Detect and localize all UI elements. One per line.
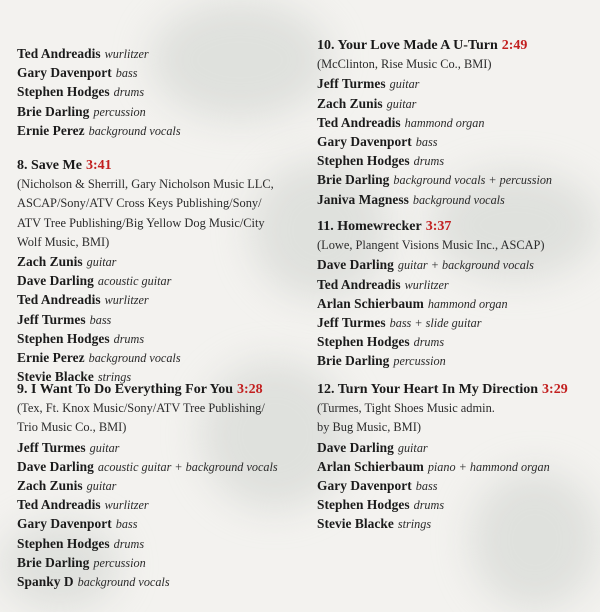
musician-name: Ernie Perez: [17, 122, 85, 138]
instrument: guitar: [86, 254, 117, 269]
musician-name: Brie Darling: [317, 353, 390, 369]
musician-name: Ted Andreadis: [17, 497, 101, 513]
instrument: background vocals: [77, 574, 170, 589]
credit-line: [317, 514, 595, 533]
musician-name: Jeff Turmes: [317, 76, 386, 92]
musician-name: Gary Davenport: [17, 65, 112, 81]
track-heading: [317, 36, 595, 55]
track-heading: [317, 380, 595, 399]
musician-name: Gary Davenport: [317, 133, 412, 149]
credit-line: [17, 63, 302, 82]
instrument: bass: [415, 134, 438, 149]
instrument: guitar: [389, 77, 420, 92]
musician-name: Ted Andreadis: [17, 292, 101, 308]
musician-name: Stephen Hodges: [17, 535, 110, 551]
instrument: guitar: [86, 478, 117, 493]
instrument: background vocals + percussion: [393, 173, 553, 188]
instrument: guitar + background vocals: [397, 258, 534, 273]
musician-name: Dave Darling: [17, 458, 94, 474]
track-heading: [317, 217, 595, 236]
musician-name: Brie Darling: [17, 554, 90, 570]
instrument: drums: [413, 335, 445, 350]
instrument: percussion: [93, 555, 146, 570]
track-duration: 3:41: [85, 158, 112, 173]
track-number: 9.: [17, 382, 28, 397]
musician-name: Stephen Hodges: [317, 153, 410, 169]
track-11-block: [317, 217, 595, 371]
credit-line: [17, 82, 302, 101]
instrument: hammond organ: [427, 296, 508, 311]
musician-name: Stephen Hodges: [317, 334, 410, 350]
credit-line: [317, 190, 595, 209]
instrument: drums: [113, 331, 145, 346]
instrument: background vocals: [412, 192, 505, 207]
musician-name: Gary Davenport: [317, 477, 412, 493]
musician-name: Spanky D: [17, 573, 74, 589]
musician-name: Zach Zunis: [17, 477, 83, 493]
musician-name: Zach Zunis: [17, 253, 83, 269]
instrument: wurlitzer: [104, 293, 149, 308]
track-duration: 3:29: [542, 382, 568, 397]
musician-name: Arlan Schierbaum: [317, 458, 424, 474]
musician-name: Jeff Turmes: [17, 439, 86, 455]
track-duration: 2:49: [501, 38, 528, 53]
instrument: drums: [413, 498, 445, 513]
publishing-line: (Nicholson & Sherrill, Gary Nicholson Music LLC,: [17, 177, 274, 192]
credit-line: [317, 351, 595, 370]
musician-name: Stephen Hodges: [17, 330, 110, 346]
credit-line: [317, 457, 595, 476]
track-title: Turn Your Heart In My Direction: [337, 382, 539, 397]
instrument: drums: [113, 536, 145, 551]
credit-line: [17, 329, 302, 348]
track-number: 12.: [317, 382, 335, 397]
credit-line: [17, 121, 302, 140]
musician-name: Janiva Magness: [317, 191, 409, 207]
musician-name: Stevie Blacke: [317, 516, 394, 532]
credit-line: [17, 476, 302, 495]
track-title: I Want To Do Everything For You: [31, 382, 234, 397]
musician-name: Arlan Schierbaum: [317, 295, 424, 311]
musician-name: Jeff Turmes: [17, 311, 86, 327]
credit-line: [317, 294, 595, 313]
instrument: wurlitzer: [104, 498, 149, 513]
track-number: 11.: [317, 219, 334, 234]
instrument: background vocals: [88, 350, 181, 365]
credit-line: [17, 290, 302, 309]
credit-line: [17, 495, 302, 514]
musician-name: Ted Andreadis: [17, 46, 101, 61]
instrument: strings: [97, 370, 132, 385]
instrument: background vocals: [88, 123, 181, 138]
instrument: strings: [397, 517, 432, 532]
track-heading: [17, 156, 302, 175]
instrument: acoustic guitar + background vocals: [97, 459, 278, 474]
instrument: hammond organ: [404, 115, 485, 130]
instrument: percussion: [393, 354, 446, 369]
credit-line: [17, 553, 302, 572]
musician-name: Ted Andreadis: [317, 276, 401, 292]
instrument: drums: [113, 85, 145, 100]
credit-line: [317, 476, 595, 495]
instrument: guitar: [386, 96, 417, 111]
credit-line: [17, 534, 302, 553]
track-heading: [17, 380, 302, 399]
instrument: piano + hammond organ: [427, 459, 550, 474]
instrument: bass: [115, 517, 138, 532]
credit-line: [17, 438, 302, 457]
credit-line: [317, 170, 595, 189]
musician-name: Brie Darling: [17, 103, 90, 119]
credit-line: [17, 310, 302, 329]
musician-name: Brie Darling: [317, 172, 390, 188]
track-8-block: [17, 156, 302, 386]
musician-name: Dave Darling: [317, 257, 394, 273]
instrument: bass: [115, 66, 138, 81]
credit-line: [17, 514, 302, 533]
publishing-line: Wolf Music, BMI): [17, 234, 110, 249]
instrument: bass: [415, 478, 438, 493]
track-duration: 3:37: [425, 219, 452, 234]
instrument: bass + slide guitar: [389, 315, 482, 330]
track-10-block: [317, 36, 595, 209]
musician-name: Stevie Blacke: [17, 369, 94, 385]
credit-line: [317, 438, 595, 457]
publishing-line: Trio Music Co., BMI): [17, 420, 127, 435]
instrument: drums: [413, 154, 445, 169]
credit-line: [317, 495, 595, 514]
musician-name: Gary Davenport: [17, 516, 112, 532]
publishing-line: ATV Tree Publishing/Big Yellow Dog Music/City: [17, 215, 265, 230]
instrument: wurlitzer: [404, 277, 449, 292]
publishing-line: (Lowe, Plangent Visions Music Inc., ASCAP): [317, 238, 545, 253]
credit-line: [17, 252, 302, 271]
credit-line: [317, 132, 595, 151]
musician-name: Stephen Hodges: [317, 497, 410, 513]
instrument: bass: [89, 312, 112, 327]
publishing-line: (McClinton, Rise Music Co., BMI): [317, 57, 492, 72]
instrument: guitar: [89, 440, 120, 455]
musician-name: Stephen Hodges: [17, 84, 110, 100]
track-9-block: [17, 380, 302, 591]
credits-block-continued: [17, 44, 302, 140]
publishing-line: (Turmes, Tight Shoes Music admin.: [317, 401, 495, 416]
credit-line: [17, 44, 302, 63]
credit-line: [17, 572, 302, 591]
track-title: Homewrecker: [337, 219, 422, 234]
credit-line: [317, 332, 595, 351]
credit-line: [317, 74, 595, 93]
credit-line: [17, 457, 302, 476]
credit-line: [317, 113, 595, 132]
musician-name: Jeff Turmes: [317, 314, 386, 330]
track-title: Save Me: [31, 158, 82, 173]
credit-line: [317, 275, 595, 294]
musician-name: Dave Darling: [317, 439, 394, 455]
track-title: Your Love Made A U-Turn: [337, 38, 498, 53]
instrument: percussion: [93, 104, 146, 119]
publishing-line: ASCAP/Sony/ATV Cross Keys Publishing/Sony/: [17, 196, 262, 211]
credit-line: [17, 348, 302, 367]
track-12-block: [317, 380, 595, 534]
track-number: 8.: [17, 158, 28, 173]
musician-name: Ted Andreadis: [317, 114, 401, 130]
credit-line: [317, 94, 595, 113]
instrument: guitar: [397, 440, 428, 455]
credit-line: [317, 255, 595, 274]
credit-line: [317, 313, 595, 332]
musician-name: Dave Darling: [17, 273, 94, 289]
instrument: acoustic guitar: [97, 274, 172, 289]
credit-line: [17, 102, 302, 121]
publishing-line: by Bug Music, BMI): [317, 420, 421, 435]
musician-name: Zach Zunis: [317, 95, 383, 111]
track-duration: 3:28: [237, 382, 263, 397]
credit-line: [17, 271, 302, 290]
publishing-line: (Tex, Ft. Knox Music/Sony/ATV Tree Publishing/: [17, 401, 265, 416]
instrument: wurlitzer: [104, 47, 149, 61]
musician-name: Ernie Perez: [17, 349, 85, 365]
track-number: 10.: [317, 38, 335, 53]
credit-line: [317, 151, 595, 170]
